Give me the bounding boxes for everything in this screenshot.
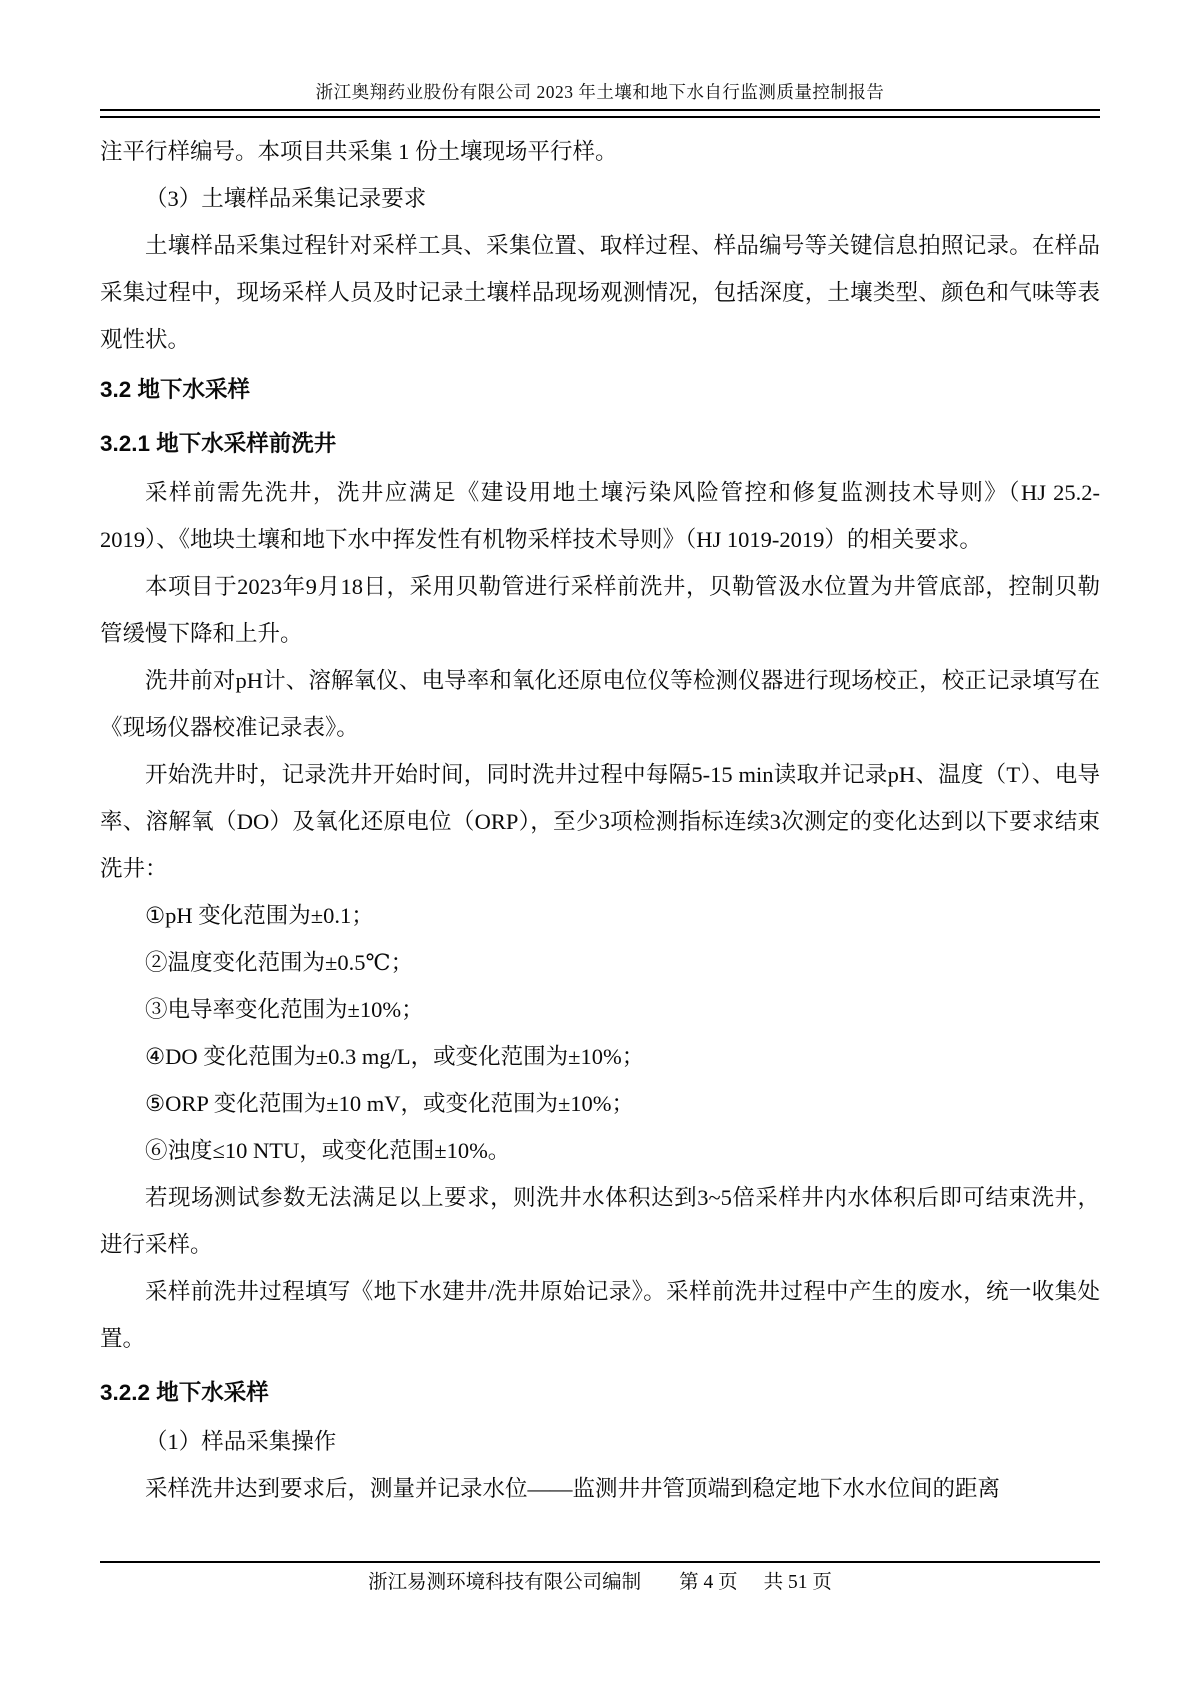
- paragraph-sample-collection-operation-title: （1）样品采集操作: [145, 1429, 337, 1454]
- paragraph-parallel-sample-note: 注平行样编号。本项目共采集 1 份土壤现场平行样。: [100, 139, 618, 164]
- paragraph-purge-volume-fallback: 若现场测试参数无法满足以上要求，则洗井水体积达到3~5倍采样井内水体积后即可结束洗井，进行采样。: [100, 1185, 1100, 1257]
- purge-criterion-6-turbidity: ⑥浊度≤10 NTU，或变化范围±10%。: [145, 1138, 511, 1163]
- footer-total-pages: 共 51 页: [763, 1572, 832, 1593]
- footer-compiler: 浙江易测环境科技有限公司编制: [368, 1572, 642, 1593]
- paragraph-water-level-measurement: 采样洗井达到要求后，测量并记录水位——监测井井管顶端到稳定地下水水位间的距离: [145, 1476, 1001, 1501]
- paragraph-soil-record-requirement-title: （3）土壤样品采集记录要求: [145, 186, 427, 211]
- purge-criterion-3-conductivity: ③电导率变化范围为±10%；: [145, 997, 424, 1022]
- paragraph-bailer-method: 本项目于2023年9月18日，采用贝勒管进行采样前洗井，贝勒管汲水位置为井管底部，控制贝勒管缓慢下降和上升。: [100, 574, 1100, 646]
- heading-3-2-groundwater-sampling: 3.2 地下水采样: [100, 377, 251, 402]
- purge-criterion-1-ph: ①pH 变化范围为±0.1；: [145, 903, 374, 928]
- paragraph-purging-standards: 采样前需先洗井，洗井应满足《建设用地土壤污染风险管控和修复监测技术导则》（HJ 25.2-2019）、《地块土壤和地下水中挥发性有机物采样技术导则》（HJ 1019-2019）的相关要求。: [100, 480, 1100, 552]
- document-body: [100, 128, 1100, 1512]
- heading-3-2-1-pre-sampling-well-purging: 3.2.1 地下水采样前洗井: [100, 431, 337, 456]
- footer-text: [100, 1570, 1100, 1596]
- header-double-rule: [100, 109, 1100, 118]
- purge-criterion-4-do: ④DO 变化范围为±0.3 mg/L，或变化范围为±10%；: [145, 1044, 645, 1069]
- paragraph-soil-record-details: 土壤样品采集过程针对采样工具、采集位置、取样过程、样品编号等关键信息拍照记录。在样品采集过程中，现场采样人员及时记录土壤样品现场观测情况，包括深度，土壤类型、颜色和气味等表观性状。: [100, 233, 1100, 352]
- heading-3-2-2-groundwater-sampling: 3.2.2 地下水采样: [100, 1380, 269, 1405]
- paragraph-instrument-calibration: 洗井前对pH计、溶解氧仪、电导率和氧化还原电位仪等检测仪器进行现场校正，校正记录填写在《现场仪器校准记录表》。: [100, 668, 1100, 740]
- page-footer: [100, 1561, 1100, 1596]
- page-header: [100, 80, 1100, 118]
- paragraph-purge-record-disposal: 采样前洗井过程填写《地下水建井/洗井原始记录》。采样前洗井过程中产生的废水，统一收集处置。: [100, 1279, 1100, 1351]
- purge-criterion-2-temperature: ②温度变化范围为±0.5℃；: [145, 950, 414, 975]
- paragraph-purging-monitoring: 开始洗井时，记录洗井开始时间，同时洗井过程中每隔5-15 min读取并记录pH、温度（T）、电导率、溶解氧（DO）及氧化还原电位（ORP），至少3项检测指标连续3次测定的变化达到以下要求结束洗井：: [100, 762, 1100, 881]
- footer-page-number: 第 4 页: [679, 1572, 738, 1593]
- header-title: 浙江奥翔药业股份有限公司 2023 年土壤和地下水自行监测质量控制报告: [315, 82, 885, 102]
- purge-criterion-5-orp: ⑤ORP 变化范围为±10 mV，或变化范围为±10%；: [145, 1091, 635, 1116]
